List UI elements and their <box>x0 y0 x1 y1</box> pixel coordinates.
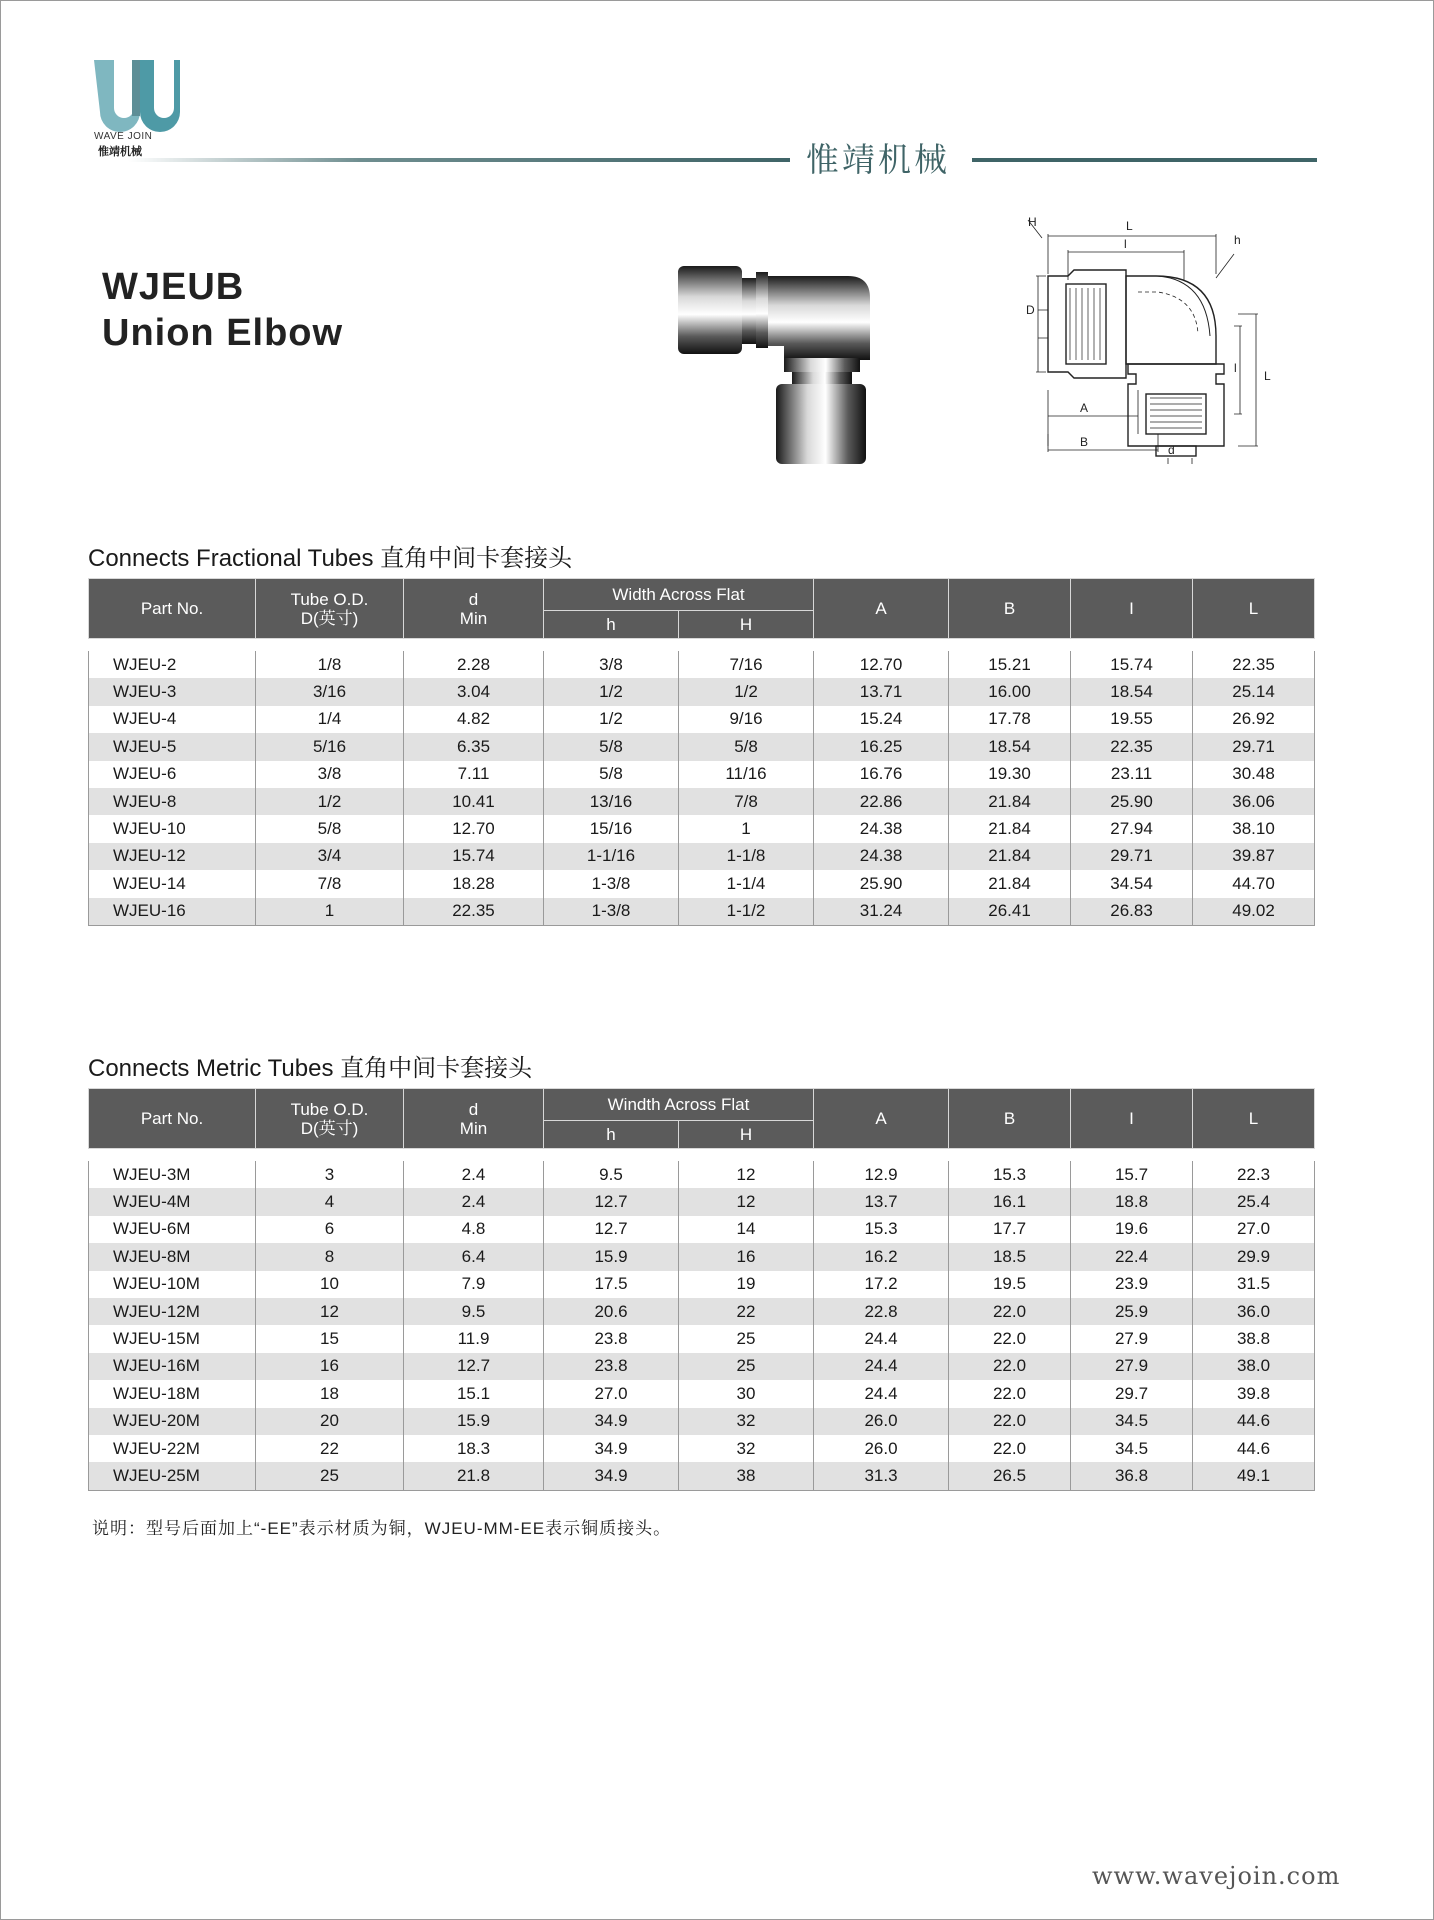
table-cell: 38.10 <box>1193 815 1315 842</box>
drawing-label-H: H <box>1028 215 1037 229</box>
table-cell: 15.1 <box>404 1380 544 1407</box>
table-cell: 25.14 <box>1193 678 1315 705</box>
metric-table <box>88 1088 1315 1491</box>
drawing-label-B: B <box>1080 435 1089 449</box>
table-cell: 15.3 <box>814 1216 949 1243</box>
header-I: I <box>1071 1089 1193 1149</box>
part-number-cell: WJEU-10 <box>89 815 256 842</box>
header-h: h <box>544 611 679 639</box>
table-cell: 23.8 <box>544 1325 679 1352</box>
table-cell: 32 <box>679 1435 814 1462</box>
table-cell: 22.0 <box>949 1435 1071 1462</box>
part-number-cell: WJEU-20M <box>89 1408 256 1435</box>
table-cell: 1/8 <box>256 651 404 678</box>
table-cell: 36.0 <box>1193 1298 1315 1325</box>
table-cell: 17.2 <box>814 1271 949 1298</box>
table-row <box>89 1353 1315 1380</box>
table-cell: 13.7 <box>814 1188 949 1215</box>
table-cell: 12 <box>256 1298 404 1325</box>
drawing-label-h: h <box>1234 233 1241 247</box>
table-cell: 39.8 <box>1193 1380 1315 1407</box>
table-cell: 15.9 <box>544 1243 679 1270</box>
table-cell: 34.54 <box>1071 870 1193 897</box>
drawing-label-A: A <box>1080 401 1089 415</box>
table-cell: 2.4 <box>404 1161 544 1188</box>
table-cell: 5/8 <box>544 761 679 788</box>
part-number-cell: WJEU-6 <box>89 761 256 788</box>
header-H: H <box>679 1121 814 1149</box>
part-number-cell: WJEU-22M <box>89 1435 256 1462</box>
table-cell: 7.9 <box>404 1271 544 1298</box>
table-cell: 29.9 <box>1193 1243 1315 1270</box>
header-H: H <box>679 611 814 639</box>
table-cell: 15.9 <box>404 1408 544 1435</box>
header-part-no: Part No. <box>89 1089 256 1149</box>
table-cell: 36.06 <box>1193 788 1315 815</box>
part-number-cell: WJEU-8 <box>89 788 256 815</box>
drawing-label-d: d <box>1168 443 1175 457</box>
part-number-cell: WJEU-8M <box>89 1243 256 1270</box>
table-cell: 18.54 <box>1071 678 1193 705</box>
table-cell: 15.21 <box>949 651 1071 678</box>
table-cell: 34.9 <box>544 1408 679 1435</box>
table-row <box>89 1216 1315 1243</box>
table-row <box>89 1435 1315 1462</box>
table-cell: 1-1/16 <box>544 843 679 870</box>
company-name-cn: 惟靖机械 <box>806 140 950 179</box>
table-cell: 26.41 <box>949 898 1071 926</box>
table-cell: 16.2 <box>814 1243 949 1270</box>
table-cell: 6.4 <box>404 1243 544 1270</box>
table-cell: 49.02 <box>1193 898 1315 926</box>
table-cell: 26.0 <box>814 1435 949 1462</box>
part-number-cell: WJEU-4 <box>89 706 256 733</box>
table-cell: 27.9 <box>1071 1325 1193 1352</box>
table-cell: 3 <box>256 1161 404 1188</box>
table-cell: 25.90 <box>1071 788 1193 815</box>
table-cell: 25.9 <box>1071 1298 1193 1325</box>
table-cell: 49.1 <box>1193 1462 1315 1490</box>
header-d-min: d Min <box>404 579 544 639</box>
table-cell: 2.28 <box>404 651 544 678</box>
table-row <box>89 761 1315 788</box>
table-cell: 5/16 <box>256 733 404 760</box>
header-I: I <box>1071 579 1193 639</box>
table-cell: 25.90 <box>814 870 949 897</box>
table-cell: 15 <box>256 1325 404 1352</box>
part-number-cell: WJEU-18M <box>89 1380 256 1407</box>
table-cell: 27.0 <box>1193 1216 1315 1243</box>
table-cell: 10.41 <box>404 788 544 815</box>
table-cell: 11/16 <box>679 761 814 788</box>
table-cell: 16.00 <box>949 678 1071 705</box>
table-cell: 7/16 <box>679 651 814 678</box>
table-cell: 30.48 <box>1193 761 1315 788</box>
table-cell: 22.0 <box>949 1298 1071 1325</box>
table-cell: 24.4 <box>814 1353 949 1380</box>
table-cell: 22.35 <box>404 898 544 926</box>
table-cell: 1/4 <box>256 706 404 733</box>
table-cell: 38.0 <box>1193 1353 1315 1380</box>
part-number-cell: WJEU-5 <box>89 733 256 760</box>
table-cell: 20.6 <box>544 1298 679 1325</box>
table-cell: 7.11 <box>404 761 544 788</box>
metric-section-title: Connects Metric Tubes 直角中间卡套接头 <box>88 1055 533 1082</box>
union-elbow-photo <box>676 262 876 468</box>
table-cell: 12.7 <box>544 1188 679 1215</box>
logo-text: WAVE JOIN <box>94 131 153 142</box>
table-cell: 12 <box>679 1161 814 1188</box>
table-cell: 9/16 <box>679 706 814 733</box>
table-cell: 15.74 <box>404 843 544 870</box>
drawing-label-D: D <box>1026 303 1035 317</box>
table-cell: 15.7 <box>1071 1161 1193 1188</box>
table-row <box>89 1188 1315 1215</box>
header-tube-od: Tube O.D. D(英寸) <box>256 1089 404 1149</box>
product-name: Union Elbow <box>102 312 344 354</box>
table-cell: 1/2 <box>544 706 679 733</box>
table-cell: 1 <box>679 815 814 842</box>
table-row <box>89 1161 1315 1188</box>
header-A: A <box>814 1089 949 1149</box>
table-cell: 18.54 <box>949 733 1071 760</box>
product-code: WJEUB <box>102 266 245 308</box>
table-cell: 29.7 <box>1071 1380 1193 1407</box>
header-B: B <box>949 1089 1071 1149</box>
header-part-no: Part No. <box>89 579 256 639</box>
table-cell: 29.71 <box>1071 843 1193 870</box>
part-number-cell: WJEU-16 <box>89 898 256 926</box>
fractional-table <box>88 578 1315 926</box>
header-h: h <box>544 1121 679 1149</box>
table-cell: 22.0 <box>949 1353 1071 1380</box>
table-cell: 27.94 <box>1071 815 1193 842</box>
table-cell: 21.8 <box>404 1462 544 1490</box>
table-cell: 22.86 <box>814 788 949 815</box>
table-cell: 31.24 <box>814 898 949 926</box>
table-cell: 25 <box>679 1353 814 1380</box>
table-cell: 31.3 <box>814 1462 949 1490</box>
part-number-cell: WJEU-25M <box>89 1462 256 1490</box>
table-cell: 3/8 <box>256 761 404 788</box>
table-cell: 1-1/8 <box>679 843 814 870</box>
header-rule-right <box>972 158 1317 162</box>
header-L: L <box>1193 579 1315 639</box>
table-cell: 22 <box>679 1298 814 1325</box>
part-number-cell: WJEU-4M <box>89 1188 256 1215</box>
website-url: www.wavejoin.com <box>1092 1862 1341 1890</box>
table-cell: 1-1/4 <box>679 870 814 897</box>
table-row <box>89 651 1315 678</box>
table-cell: 3/8 <box>544 651 679 678</box>
table-cell: 21.84 <box>949 788 1071 815</box>
table-row <box>89 1325 1315 1352</box>
table-cell: 9.5 <box>404 1298 544 1325</box>
table-cell: 31.5 <box>1193 1271 1315 1298</box>
table-cell: 44.70 <box>1193 870 1315 897</box>
part-number-cell: WJEU-10M <box>89 1271 256 1298</box>
table-cell: 25.4 <box>1193 1188 1315 1215</box>
table-row <box>89 706 1315 733</box>
table-cell: 1/2 <box>679 678 814 705</box>
header-tube-od: Tube O.D. D(英寸) <box>256 579 404 639</box>
table-cell: 13.71 <box>814 678 949 705</box>
part-number-cell: WJEU-6M <box>89 1216 256 1243</box>
table-row <box>89 843 1315 870</box>
table-cell: 18.5 <box>949 1243 1071 1270</box>
table-cell: 14 <box>679 1216 814 1243</box>
table-cell: 16.1 <box>949 1188 1071 1215</box>
table-cell: 5/8 <box>256 815 404 842</box>
table-cell: 16 <box>256 1353 404 1380</box>
table-cell: 22.8 <box>814 1298 949 1325</box>
table-cell: 1-3/8 <box>544 898 679 926</box>
table-row <box>89 1380 1315 1407</box>
table-cell: 39.87 <box>1193 843 1315 870</box>
table-cell: 4.82 <box>404 706 544 733</box>
table-cell: 9.5 <box>544 1161 679 1188</box>
part-number-cell: WJEU-12 <box>89 843 256 870</box>
table-cell: 6 <box>256 1216 404 1243</box>
table-cell: 12.9 <box>814 1161 949 1188</box>
table-row <box>89 678 1315 705</box>
table-cell: 24.4 <box>814 1380 949 1407</box>
table-cell: 29.71 <box>1193 733 1315 760</box>
table-cell: 18.8 <box>1071 1188 1193 1215</box>
table-cell: 22.0 <box>949 1408 1071 1435</box>
part-number-cell: WJEU-3 <box>89 678 256 705</box>
table-row <box>89 788 1315 815</box>
table-cell: 26.0 <box>814 1408 949 1435</box>
logo-text-cn: 惟靖机械 <box>98 145 142 158</box>
table-cell: 18.3 <box>404 1435 544 1462</box>
table-cell: 16.76 <box>814 761 949 788</box>
header-A: A <box>814 579 949 639</box>
table-cell: 19.55 <box>1071 706 1193 733</box>
fractional-section-title: Connects Fractional Tubes 直角中间卡套接头 <box>88 545 573 572</box>
table-cell: 12.70 <box>814 651 949 678</box>
table-cell: 38 <box>679 1462 814 1490</box>
table-cell: 22.35 <box>1071 733 1193 760</box>
table-cell: 1/2 <box>544 678 679 705</box>
drawing-label-L-side: L <box>1264 369 1271 383</box>
table-cell: 16 <box>679 1243 814 1270</box>
table-cell: 30 <box>679 1380 814 1407</box>
table-cell: 22.3 <box>1193 1161 1315 1188</box>
table-cell: 26.5 <box>949 1462 1071 1490</box>
table-row <box>89 815 1315 842</box>
table-cell: 38.8 <box>1193 1325 1315 1352</box>
table-cell: 25 <box>256 1462 404 1490</box>
table-cell: 34.9 <box>544 1462 679 1490</box>
table-cell: 44.6 <box>1193 1435 1315 1462</box>
table-cell: 16.25 <box>814 733 949 760</box>
table-cell: 24.4 <box>814 1325 949 1352</box>
table-cell: 36.8 <box>1071 1462 1193 1490</box>
table-cell: 20 <box>256 1408 404 1435</box>
table-cell: 3/4 <box>256 843 404 870</box>
table-cell: 19 <box>679 1271 814 1298</box>
table-cell: 15.74 <box>1071 651 1193 678</box>
table-cell: 12.7 <box>544 1216 679 1243</box>
table-cell: 3/16 <box>256 678 404 705</box>
table-cell: 32 <box>679 1408 814 1435</box>
table-cell: 3.04 <box>404 678 544 705</box>
part-number-cell: WJEU-15M <box>89 1325 256 1352</box>
table-cell: 1-3/8 <box>544 870 679 897</box>
table-cell: 1-1/2 <box>679 898 814 926</box>
table-cell: 22.0 <box>949 1325 1071 1352</box>
table-cell: 26.83 <box>1071 898 1193 926</box>
table-cell: 11.9 <box>404 1325 544 1352</box>
table-cell: 25 <box>679 1325 814 1352</box>
drawing-label-L-top: L <box>1126 219 1133 233</box>
table-cell: 8 <box>256 1243 404 1270</box>
table-cell: 34.5 <box>1071 1435 1193 1462</box>
table-cell: 15.24 <box>814 706 949 733</box>
header-width-across-flat: Windth Across Flat <box>544 1089 814 1121</box>
table-cell: 21.84 <box>949 870 1071 897</box>
table-cell: 15.3 <box>949 1161 1071 1188</box>
table-cell: 34.5 <box>1071 1408 1193 1435</box>
table-cell: 2.4 <box>404 1188 544 1215</box>
table-cell: 24.38 <box>814 843 949 870</box>
part-number-cell: WJEU-16M <box>89 1353 256 1380</box>
part-number-cell: WJEU-2 <box>89 651 256 678</box>
table-row <box>89 898 1315 926</box>
table-cell: 23.9 <box>1071 1271 1193 1298</box>
table-cell: 23.11 <box>1071 761 1193 788</box>
table-cell: 17.7 <box>949 1216 1071 1243</box>
table-row <box>89 1298 1315 1325</box>
table-cell: 1 <box>256 898 404 926</box>
table-cell: 27.9 <box>1071 1353 1193 1380</box>
part-number-cell: WJEU-12M <box>89 1298 256 1325</box>
header-B: B <box>949 579 1071 639</box>
table-row <box>89 870 1315 897</box>
header-L: L <box>1193 1089 1315 1149</box>
table-cell: 18.28 <box>404 870 544 897</box>
table-cell: 19.5 <box>949 1271 1071 1298</box>
table-row <box>89 1408 1315 1435</box>
table-cell: 21.84 <box>949 843 1071 870</box>
table-row <box>89 733 1315 760</box>
table-cell: 6.35 <box>404 733 544 760</box>
part-number-cell: WJEU-3M <box>89 1161 256 1188</box>
table-cell: 22.35 <box>1193 651 1315 678</box>
table-cell: 4.8 <box>404 1216 544 1243</box>
table-cell: 13/16 <box>544 788 679 815</box>
table-cell: 12 <box>679 1188 814 1215</box>
table-cell: 18 <box>256 1380 404 1407</box>
table-cell: 19.30 <box>949 761 1071 788</box>
table-cell: 22.0 <box>949 1380 1071 1407</box>
table-cell: 1/2 <box>256 788 404 815</box>
table-cell: 44.6 <box>1193 1408 1315 1435</box>
table-cell: 34.9 <box>544 1435 679 1462</box>
drawing-label-l-side: l <box>1234 361 1237 375</box>
table-cell: 26.92 <box>1193 706 1315 733</box>
table-cell: 27.0 <box>544 1380 679 1407</box>
table-cell: 12.7 <box>404 1353 544 1380</box>
table-row <box>89 1462 1315 1490</box>
table-cell: 17.78 <box>949 706 1071 733</box>
table-cell: 5/8 <box>544 733 679 760</box>
table-cell: 10 <box>256 1271 404 1298</box>
drawing-label-l-top: l <box>1124 237 1127 251</box>
material-note: 说明：型号后面加上“-EE”表示材质为铜，WJEU-MM-EE表示铜质接头。 <box>92 1519 672 1538</box>
table-row <box>89 1271 1315 1298</box>
table-cell: 22.4 <box>1071 1243 1193 1270</box>
header-width-across-flat: Width Across Flat <box>544 579 814 611</box>
table-cell: 22 <box>256 1435 404 1462</box>
table-cell: 17.5 <box>544 1271 679 1298</box>
table-cell: 21.84 <box>949 815 1071 842</box>
table-cell: 12.70 <box>404 815 544 842</box>
table-cell: 5/8 <box>679 733 814 760</box>
table-cell: 24.38 <box>814 815 949 842</box>
table-cell: 4 <box>256 1188 404 1215</box>
header-d-min: d Min <box>404 1089 544 1149</box>
header-rule-left <box>128 158 790 162</box>
part-number-cell: WJEU-14 <box>89 870 256 897</box>
table-cell: 23.8 <box>544 1353 679 1380</box>
table-cell: 15/16 <box>544 815 679 842</box>
table-cell: 19.6 <box>1071 1216 1193 1243</box>
table-row <box>89 1243 1315 1270</box>
dimension-drawing <box>1008 214 1300 464</box>
table-cell: 7/8 <box>256 870 404 897</box>
table-cell: 7/8 <box>679 788 814 815</box>
